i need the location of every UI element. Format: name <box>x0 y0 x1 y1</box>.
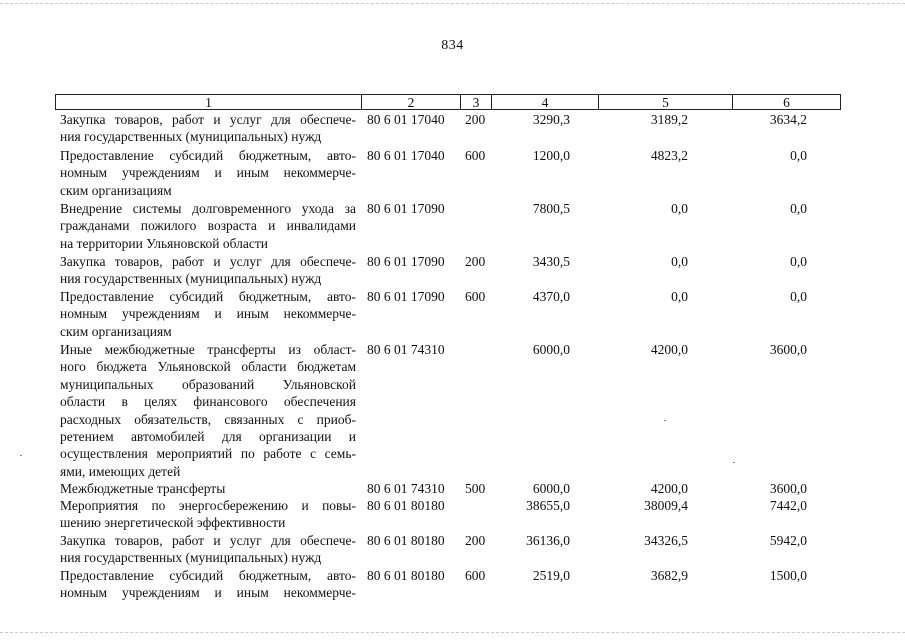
row-value-6: 3600,0 <box>769 342 807 357</box>
row-name-line: гражданами пожилого возраста и инвалидами <box>60 218 356 234</box>
row-value-5: 4823,2 <box>650 148 688 163</box>
row-name <box>60 480 356 497</box>
row-vr: 600 <box>465 148 486 163</box>
row-name <box>60 288 356 340</box>
row-value-5: 4200,0 <box>650 342 688 357</box>
row-value-5: 0,0 <box>671 289 688 304</box>
scan-edge-top <box>0 3 905 4</box>
row-code: 80 6 01 80180 <box>367 568 445 583</box>
row-code: 80 6 01 17090 <box>367 254 445 269</box>
row-code: 80 6 01 74310 <box>367 481 445 496</box>
row-name-line: номным учреждениям и иным некоммерче- <box>60 165 356 181</box>
row-name-line: области в целях финансового обеспечения <box>60 394 356 410</box>
page-number: 834 <box>441 38 464 53</box>
row-name <box>60 567 356 602</box>
row-name-line: Внедрение системы долговременного ухода за <box>60 201 356 216</box>
row-value-6: 5942,0 <box>769 533 807 548</box>
row-name-line: ским организациям <box>60 182 172 198</box>
row-value-5: 0,0 <box>671 254 688 269</box>
row-name-line: номным учреждениям и иным некоммерче- <box>60 585 356 601</box>
scan-edge-bottom <box>0 632 905 633</box>
row-name-line: Межбюджетные трансферты <box>60 481 226 496</box>
header-col-3: 3 <box>461 95 492 109</box>
row-vr: 500 <box>465 481 486 496</box>
row-name-line: Предоставление субсидий бюджетным, авто- <box>60 289 356 304</box>
row-name-line: ного бюджета Ульяновской области бюджетам <box>60 359 356 375</box>
row-vr: 200 <box>465 254 486 269</box>
row-name-line: расходных обязательств, связанных с приоб- <box>60 411 356 427</box>
row-name-line: Закупка товаров, работ и услуг для обеспече- <box>60 112 356 127</box>
row-value-6: 0,0 <box>790 254 807 269</box>
row-value-4: 1200,0 <box>532 148 570 163</box>
row-name <box>60 111 356 146</box>
row-value-4: 3290,3 <box>532 112 570 127</box>
header-col-2: 2 <box>362 95 461 109</box>
row-value-6: 0,0 <box>790 289 807 304</box>
row-code: 80 6 01 17040 <box>367 112 445 127</box>
row-code: 80 6 01 80180 <box>367 498 445 513</box>
row-name-line: шению энергетической эффективности <box>60 515 286 531</box>
scan-speck <box>664 420 666 421</box>
row-name <box>60 497 356 532</box>
row-name-line: муниципальных образований Ульяновской <box>60 376 356 392</box>
row-vr: 200 <box>465 112 486 127</box>
header-col-4: 4 <box>492 95 599 109</box>
row-value-5: 3682,9 <box>650 568 688 583</box>
row-name-line: на территории Ульяновской области <box>60 235 269 251</box>
row-value-5: 38009,4 <box>644 498 688 513</box>
row-name-line: ским организациям <box>60 323 172 339</box>
row-name-line: Иные межбюджетные трансферты из област- <box>60 342 356 357</box>
row-value-4: 3430,5 <box>532 254 570 269</box>
row-value-5: 34326,5 <box>644 533 688 548</box>
row-value-6: 0,0 <box>790 148 807 163</box>
row-name <box>60 200 356 252</box>
row-name-line: ния государственных (муниципальных) нужд <box>60 271 322 287</box>
row-value-5: 3189,2 <box>650 112 688 127</box>
row-name <box>60 253 356 288</box>
row-value-4: 2519,0 <box>532 568 570 583</box>
row-name-line: Предоставление субсидий бюджетным, авто- <box>60 568 356 583</box>
row-name-line: Предоставление субсидий бюджетным, авто- <box>60 148 356 163</box>
row-name-line: номным учреждениям и иным некоммерче- <box>60 306 356 322</box>
row-value-4: 6000,0 <box>532 481 570 496</box>
row-vr: 600 <box>465 568 486 583</box>
header-col-5: 5 <box>599 95 733 109</box>
row-value-4: 36136,0 <box>526 533 570 548</box>
row-value-6: 0,0 <box>790 201 807 216</box>
row-value-4: 4370,0 <box>532 289 570 304</box>
row-name-line: осуществления мероприятий по работе с семь- <box>60 446 356 462</box>
row-value-6: 1500,0 <box>769 568 807 583</box>
row-name-line: Закупка товаров, работ и услуг для обеспече- <box>60 254 356 269</box>
row-value-5: 4200,0 <box>650 481 688 496</box>
row-code: 80 6 01 17090 <box>367 289 445 304</box>
row-name <box>60 341 356 480</box>
header-col-6: 6 <box>783 95 790 110</box>
row-name-line: ями, имеющих детей <box>60 463 181 479</box>
row-code: 80 6 01 80180 <box>367 533 445 548</box>
row-value-5: 0,0 <box>671 201 688 216</box>
row-name-line: ния государственных (муниципальных) нужд <box>60 550 322 566</box>
row-name-line: Закупка товаров, работ и услуг для обеспече- <box>60 533 356 548</box>
header-col-1: 1 <box>56 95 362 109</box>
scan-speck <box>20 455 22 456</box>
row-name-line: Мероприятия по энергосбережению и повы- <box>60 498 356 513</box>
row-value-6: 3634,2 <box>769 112 807 127</box>
row-name <box>60 147 356 199</box>
row-name-line: ретением автомобилей для организации и <box>60 429 356 445</box>
row-value-4: 7800,5 <box>532 201 570 216</box>
row-vr: 600 <box>465 289 486 304</box>
row-name <box>60 532 356 567</box>
row-vr: 200 <box>465 533 486 548</box>
row-value-4: 38655,0 <box>526 498 570 513</box>
table-header <box>55 94 841 110</box>
row-value-6: 3600,0 <box>769 481 807 496</box>
row-value-4: 6000,0 <box>532 342 570 357</box>
scan-speck <box>733 462 735 463</box>
row-code: 80 6 01 17040 <box>367 148 445 163</box>
row-name-line: ния государственных (муниципальных) нужд <box>60 129 322 145</box>
row-code: 80 6 01 74310 <box>367 342 445 357</box>
row-code: 80 6 01 17090 <box>367 201 445 216</box>
row-value-6: 7442,0 <box>769 498 807 513</box>
